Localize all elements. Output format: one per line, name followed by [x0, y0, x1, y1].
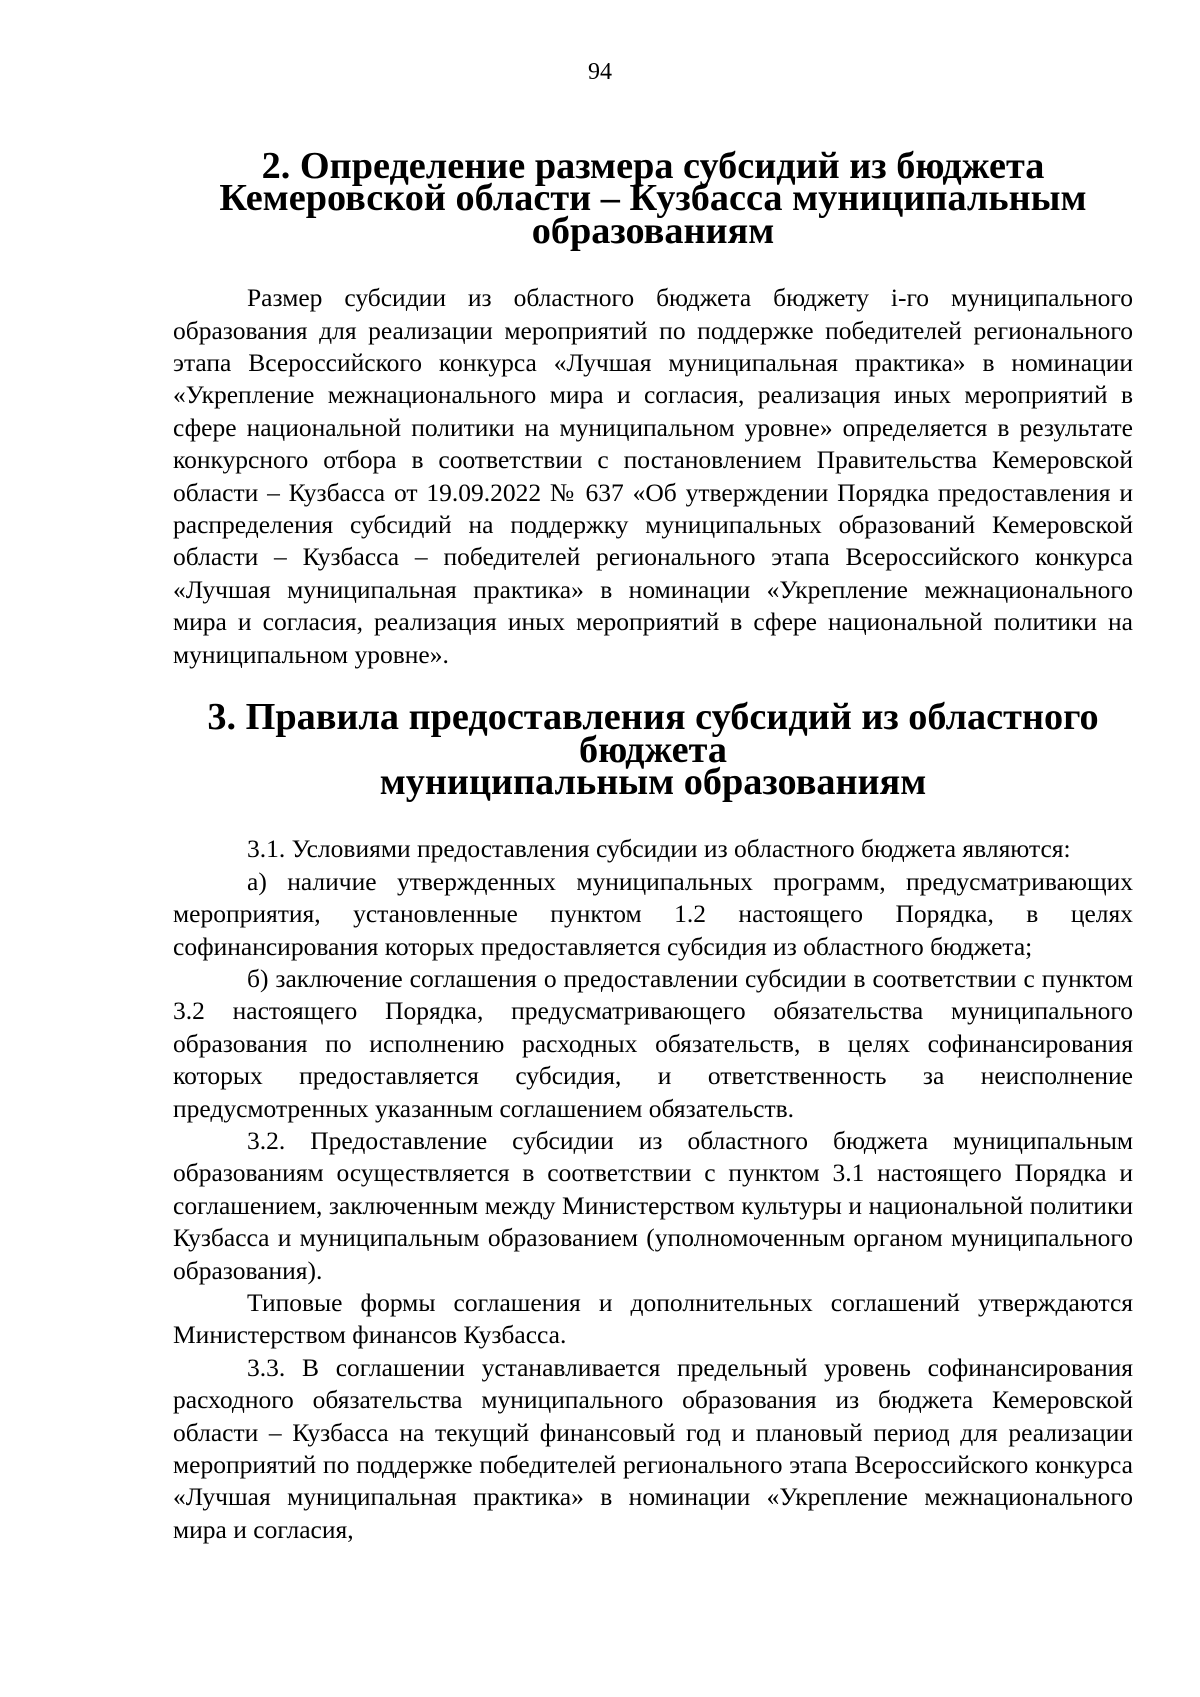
clause-3-1: 3.1. Условиями предоставления субсидии из областного бюджета являются:: [247, 834, 1071, 864]
clause-3-1-b: б) заключение соглашения о предоставлении субсидии в соответствии с пунктом 3.2 настоящего Порядка, предусматривающего обязательства муниципального образования по исполнению расходных обязательств, в целях софинансирования которых предоставляется субсидия, и ответственность за неисполнение предусмотренных указанным соглашением обязательств.: [173, 963, 1133, 1123]
section-3-heading-line-2: муниципальным образованиям: [379, 760, 927, 803]
section-3-heading: [173, 696, 1133, 803]
clause-3-1-a: а) наличие утвержденных муниципальных программ, предусматривающих мероприятия, установленные пунктом 1.2 настоящего Порядка, в целях софинансирования которых предоставляется субсидия из областного бюджета;: [173, 866, 1133, 961]
section-2-heading-line-1: 2. Определение размера субсидий из бюджета: [261, 145, 1045, 187]
section-3-heading-line-1: 3. Правила предоставления субсидий из областного бюджета: [207, 696, 1099, 771]
section-2-paragraph: Размер субсидии из областного бюджета бюджету i-го муниципального образования для реализации мероприятий по поддержке победителей регионального этапа Всероссийского конкурса «Лучшая муниципальная практика» в номинации «Укрепление межнационального мира и согласия, реализация иных мероприятий в сфере национальной политики на муниципальном уровне» определяется в результате конкурсного отбора в соответствии с постановлением Правительства Кемеровской области – Кузбасса от 19.09.2022 № 637 «Об утверждении Порядка предоставления и распределения субсидий на поддержку муниципальных образований Кемеровской области – Кузбасса – победителей регионального этапа Всероссийского конкурса «Лучшая муниципальная практика» в номинации «Укрепление межнационального мира и согласия, реализация иных мероприятий в сфере национальной политики на муниципальном уровне».: [173, 283, 1133, 669]
section-2-heading-line-2: Кемеровской области – Кузбасса муниципальным образованиям: [219, 177, 1087, 252]
section-2-heading: [173, 145, 1133, 252]
page-number: 94: [588, 59, 612, 85]
document-body: [173, 145, 1133, 1546]
clause-3-2: 3.2. Предоставление субсидии из областного бюджета муниципальным образованиям осуществляется в соответствии с пунктом 3.1 настоящего Порядка и соглашением, заключенным между Министерством культуры и национальной политики Кузбасса и муниципальным образованием (уполномоченным органом муниципального образования).: [173, 1125, 1133, 1285]
clause-3-2-typical-forms: Типовые формы соглашения и дополнительных соглашений утверждаются Министерством финансов Кузбасса.: [173, 1288, 1133, 1350]
clause-3-3: 3.3. В соглашении устанавливается предельный уровень софинансирования расходного обязательства муниципального образования из бюджета Кемеровской области – Кузбасса на текущий финансовый год и плановый период для реализации мероприятий по поддержке победителей регионального этапа Всероссийского конкурса «Лучшая муниципальная практика» в номинации «Укрепление межнационального мира и согласия,: [173, 1352, 1133, 1544]
